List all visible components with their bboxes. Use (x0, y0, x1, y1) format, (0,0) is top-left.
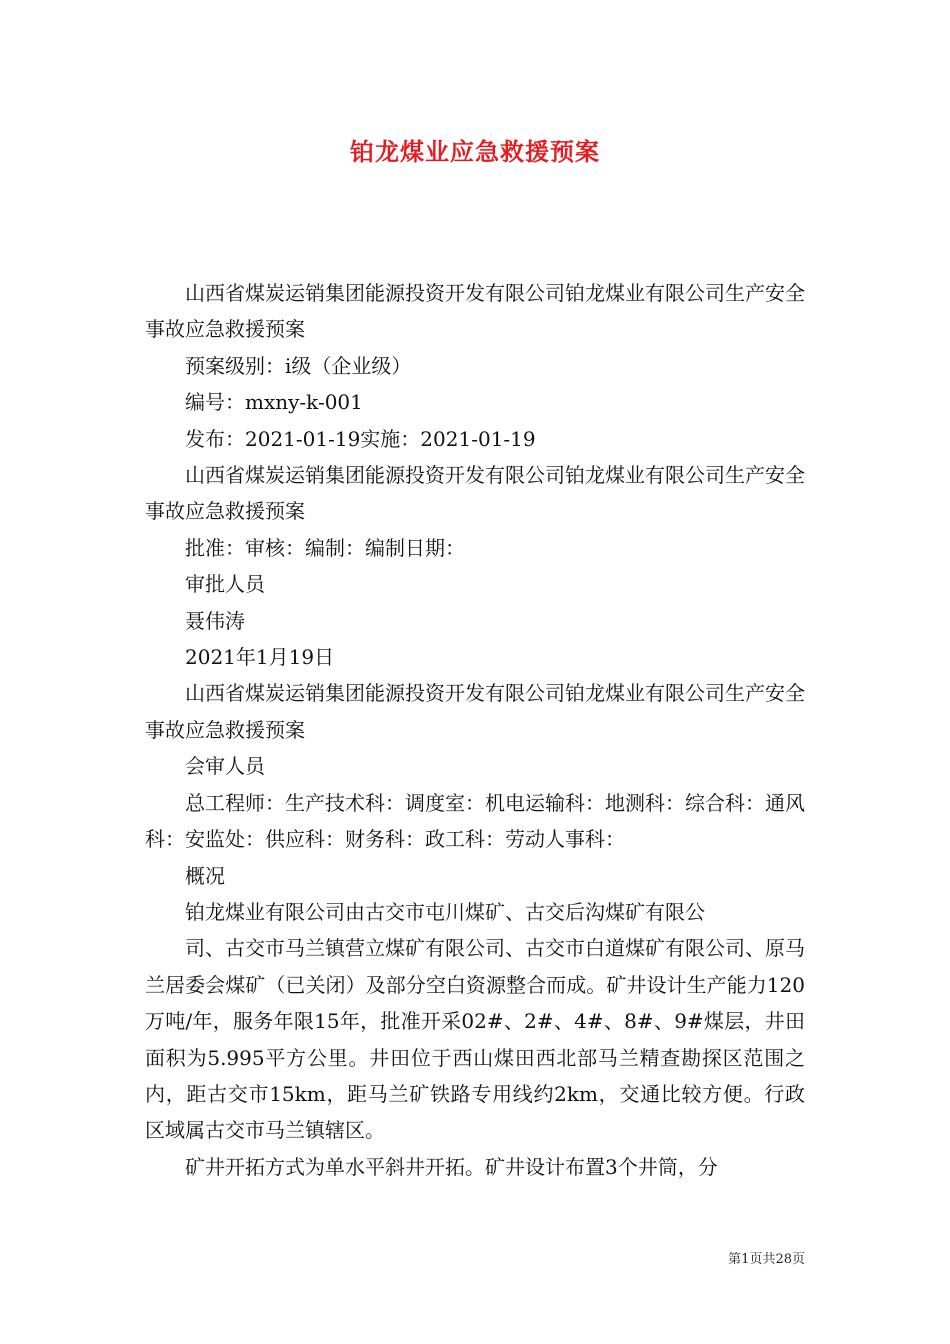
document-title: 铂龙煤业应急救援预案 (350, 137, 600, 166)
page-footer: 第1页共28页 (728, 1252, 805, 1267)
paragraph-dates: 发布：2021-01-19实施：2021-01-19 (185, 426, 536, 451)
paragraph-reviewers-list: 总工程师：生产技术科：调度室：机电运输科：地测科：综合科：通风科：安监处：供应科：财务科：政工科：劳动人事科： (145, 790, 805, 852)
paragraph-level: 预案级别：i级（企业级） (185, 353, 412, 378)
paragraph-approver-name: 聂伟涛 (185, 608, 245, 633)
paragraph-reviewers-label: 会审人员 (185, 754, 265, 779)
paragraph-overview-heading: 概况 (185, 863, 225, 888)
paragraph-heading-2: 山西省煤炭运销集团能源投资开发有限公司铂龙煤业有限公司生产安全事故应急救援预案 (145, 463, 805, 524)
paragraph-number: 编号：mxny-k-001 (185, 390, 363, 415)
paragraph-overview-2: 司、古交市马兰镇营立煤矿有限公司、古交市白道煤矿有限公司、原马兰居委会煤矿（已关闭）及部分空白资源整合而成。矿井设计生产能力120万吨/年，服务年限15年，批准开采02#、2#、4#、8#、9#煤层，井田面积为5.995平方公里。井田位于西山煤田西北部马兰精查勘探区范围之内，距古交市15km，距马兰矿铁路专用线约2km，交通比较方便。行政区域属古交市马兰镇辖区。 (145, 936, 805, 1143)
paragraph-overview-3: 矿井开拓方式为单水平斜井开拓。矿井设计布置3个井筒，分 (185, 1154, 718, 1179)
paragraph-approval: 批准：审核：编制：编制日期： (185, 535, 465, 560)
paragraph-approvers-label: 审批人员 (185, 572, 265, 597)
paragraph-heading-1: 山西省煤炭运销集团能源投资开发有限公司铂龙煤业有限公司生产安全事故应急救援预案 (145, 281, 805, 342)
paragraph-heading-3: 山西省煤炭运销集团能源投资开发有限公司铂龙煤业有限公司生产安全事故应急救援预案 (145, 681, 805, 742)
paragraph-overview-1: 铂龙煤业有限公司由古交市屯川煤矿、古交后沟煤矿有限公 (185, 899, 705, 924)
paragraph-approval-date: 2021年1月19日 (185, 645, 335, 670)
document-body (145, 275, 805, 1185)
